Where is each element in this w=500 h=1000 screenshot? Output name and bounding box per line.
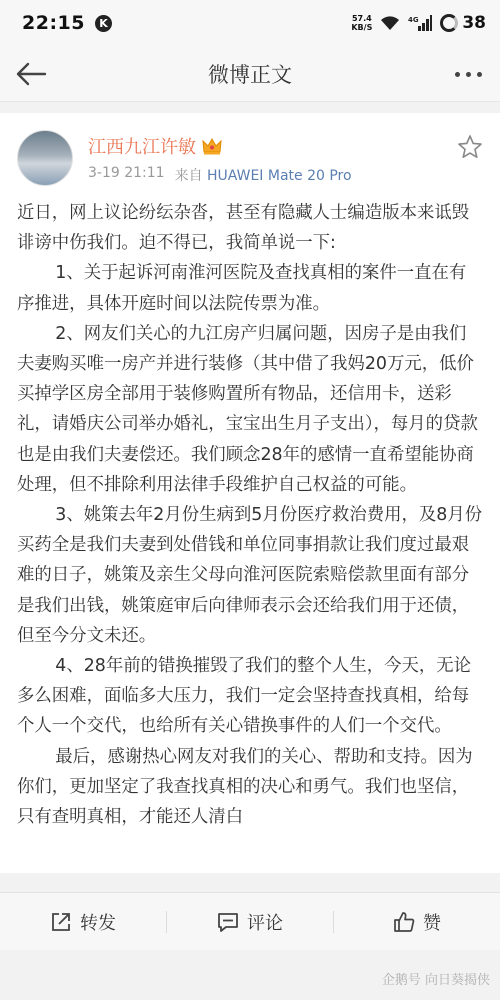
network-speed-unit: KB/S bbox=[351, 23, 373, 32]
post-paragraph: 近日，网上议论纷纭杂沓，甚至有隐藏人士编造版本来诋毁诽谤中伤我们。迫不得已，我简单说一下: bbox=[17, 203, 470, 254]
post-paragraph: 2、网友们关心的九江房产归属问题，因房子是由我们夫妻购买唯一房产并进行装修（其中借了我妈20万元，低价买掉学区房全部用于装修购置所有物品，还信用卡，送彩礼，请婚庆公司举办婚礼，宝宝出生月子支出），每月的贷款也是由我们夫妻偿还。我们顾念28年的感情一直希望能协商处理，但不排除利用法律手段维护自己权益的可能。 bbox=[17, 323, 478, 495]
wifi-icon bbox=[380, 15, 400, 31]
comment-label: 评论 bbox=[247, 912, 283, 934]
author-avatar[interactable] bbox=[17, 130, 73, 186]
app-notification-icon: K bbox=[95, 15, 112, 32]
bottom-area bbox=[0, 950, 500, 1000]
page-title: 微博正文 bbox=[208, 62, 292, 87]
post-paragraph: 3、姚策去年2月份生病到5月份医疗救治费用，及8月份买药全是我们夫妻到处借钱和单位同事捐款让我们度过最艰难的日子，姚策及亲生父母向淮河医院索赔偿款里面有部分是我们出钱，姚策庭审后向律师表示会还给我们用于还债，但至今分文未还。 bbox=[17, 505, 483, 646]
source-prefix: 来自 bbox=[174, 168, 203, 184]
post-card bbox=[0, 113, 500, 873]
more-options-button[interactable] bbox=[448, 60, 488, 88]
comment-button[interactable] bbox=[167, 909, 333, 935]
more-dot-icon bbox=[477, 72, 482, 77]
status-time: 22:15 bbox=[22, 12, 85, 34]
post-source bbox=[175, 165, 352, 185]
signal-label: 4G bbox=[408, 16, 419, 24]
repost-icon bbox=[50, 911, 72, 933]
post-paragraph: 4、28年前的错换摧毁了我们的整个人生，今天，无论多么困难，面临多大压力，我们一定会坚持查找真相，给每个人一个交代，也给所有关心错换事件的人们一个交代。 bbox=[17, 656, 472, 737]
source-watermark: 企鹅号 向日葵揭侠 bbox=[381, 973, 490, 988]
comment-icon bbox=[217, 911, 239, 933]
favorite-star-icon[interactable] bbox=[457, 134, 483, 160]
signal-icon bbox=[408, 15, 432, 31]
network-speed-value: 57.4 bbox=[351, 14, 372, 23]
crown-badge-icon bbox=[202, 137, 222, 155]
more-dot-icon bbox=[455, 72, 460, 77]
back-arrow-icon bbox=[15, 62, 47, 86]
author-name[interactable]: 江西九江许敏 bbox=[88, 137, 196, 158]
post-body bbox=[17, 198, 483, 832]
author-row bbox=[88, 133, 222, 159]
thumbs-up-icon bbox=[393, 911, 415, 933]
back-button[interactable] bbox=[12, 58, 50, 90]
post-paragraph: 1、关于起诉河南淮河医院及查找真相的案件一直在有序推进，具体开庭时间以法院传票为准。 bbox=[17, 263, 467, 314]
status-bar bbox=[0, 0, 500, 46]
top-nav-bar bbox=[0, 46, 500, 102]
more-dot-icon bbox=[466, 72, 471, 77]
repost-button[interactable] bbox=[0, 909, 166, 935]
post-meta bbox=[88, 165, 352, 185]
network-speed bbox=[351, 14, 372, 32]
post-paragraph: 最后，感谢热心网友对我们的关心、帮助和支持。因为你们，更加坚定了我查找真相的决心和勇气。我们也坚信，只有查明真相，才能还人清白 bbox=[17, 746, 473, 828]
like-label: 赞 bbox=[423, 912, 441, 934]
battery-icon bbox=[440, 14, 458, 32]
post-action-bar bbox=[0, 892, 500, 950]
source-device[interactable]: HUAWEI Mate 20 Pro bbox=[207, 168, 352, 184]
post-timestamp: 3-19 21:11 bbox=[88, 165, 165, 181]
like-button[interactable] bbox=[334, 909, 500, 935]
repost-label: 转发 bbox=[80, 912, 116, 934]
battery-indicator bbox=[440, 13, 486, 33]
battery-level: 38 bbox=[462, 13, 486, 33]
